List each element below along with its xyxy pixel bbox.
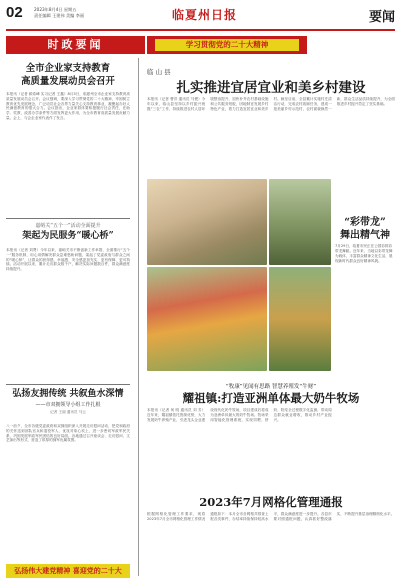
story-village-body: 本报讯（记者 曹洋 通讯员 马俊）今年以来，临山县坚持以乡村振兴统揽“三农”工作，持续推进农村人居环境整治提升，加快补齐农村基础设施和公共服务短板，因地制宜发展乡村特色产业，着力打造宜居宜业和美乡村。截至目前，全县累计实施村庄清洁行动，完成农村改厕任务，建成一批美丽乡村示范村，农村面貌焕然一新，群众生活品质持续提升，为全面推进乡村振兴奠定了坚实基础。 <box>147 97 395 111</box>
story-service-kicker: 嘉峪关“五个一”活动全面提升 <box>35 223 101 229</box>
section-label: 要闻 <box>368 10 395 25</box>
story-dairy-headline: 耀祖镇:打造亚洲单体最大奶牛牧场 <box>182 391 360 405</box>
story-education-header <box>6 62 130 88</box>
story-grid-headline: 2023年7月网格化管理通报 <box>199 495 343 509</box>
photo-feature-title <box>335 216 395 242</box>
masthead-date: 2023年8月4日 星期五 <box>34 7 77 12</box>
story-dairy-kicker: “牧康”见闻有思路 智慧养殖发“牛财” <box>225 384 317 390</box>
photo-dragon-dance-2 <box>269 179 331 265</box>
story-military-headline: 弘扬友拥传统 共叙鱼水深情 <box>12 389 124 399</box>
photo-dragon-dance-3 <box>147 267 267 371</box>
story-education-body: 本报讯（记者 顾希峰 实习记者 王鑫）8月3日，临夏州全市企业家支持教育高质量发展动员会召开。会议强调，要深入学习贯彻党的二十大精神，牢固树立教育优先发展理念，广泛动员社会各界力量关心支持教育事业，凝聚起办好人民满意教育的强大合力。会议指出，企业家群体要积极履行社会责任，在助学、奖教、改善办学条件等方面发挥更大作用，为全市教育高质量发展贡献力量。会上，与会企业家代表作了发言。 <box>6 92 130 120</box>
slogan-banner: 弘扬伟大建党精神 喜迎党的二十大 <box>6 564 130 578</box>
masthead-editors: 责任编辑 王建伟 美编 李丽 <box>34 12 85 18</box>
story-service-headline: 架起为民服务“暖心桥” <box>22 231 114 241</box>
masthead <box>6 3 395 31</box>
story-military-byline: 记者 王丽 通讯员 马云 <box>50 410 86 414</box>
story-village-kicker: 临 山 县 <box>147 68 171 76</box>
photo-feature-title-2: 舞出精气神 <box>340 230 390 241</box>
photo-feature-title-1: “彩带龙” <box>344 217 386 228</box>
story-village-headline: 扎实推进宜居宜业和美乡村建设 <box>176 80 366 96</box>
story-military-body: 八一前夕，全市各级党委政府和双拥组织深入开展走访慰问活动，把党和政府的关怀送到部队官兵和退役军人、优抚对象心坎上，进一步密切军政军民关系，巩固发展军政军民团结的良好局面。各地通过召开座谈会、走访慰问、文艺演出等形式，营造了浓厚的拥军优属氛围。 <box>6 424 130 443</box>
column-divider <box>138 58 139 576</box>
masthead-meta <box>34 7 84 18</box>
story-education-headline-1: 全市企业家支持教育 <box>25 63 111 74</box>
photo-dragon-dance-4 <box>269 267 331 371</box>
photo-dragon-dance-1 <box>147 179 267 265</box>
newspaper-logo: 临夏州日报 <box>172 8 238 22</box>
story-education-headline-2: 高质量发展动员会召开 <box>21 76 115 87</box>
story-military-subheadline: ——市双拥领导小组工作扎根 <box>35 402 101 408</box>
section-banner: 时政要闻 <box>6 36 145 54</box>
story-dairy-body: 本报讯（记者 何 明 通讯员 刘 芳）近年来，耀祖镇依托资源优势，大力发展奶牛养殖产业，引进龙头企业建设现代化奶牛牧场，项目建成后将成为亚洲单体最大的奶牛牧场。牧场采用智能化管理系统，实现饲喂、挤奶、防疫全过程数字化监测，带动周边群众就业增收，推动乡村产业振兴。 <box>147 408 332 422</box>
story-grid-body: 根据网格化管理工作要求，现将2023年7月全市网格化管理工作情况通报如下：本月全市各网格共排查上报各类事件，办结率持续保持较高水平，群众满意度进一步提升。各县市要对照通报问题，认真抓好整改落实，不断提升基层治理精细化水平。 <box>147 512 395 521</box>
story-service-body: 本报讯（记者 刘贤）今年以来，嘉峪关市不断创新工作举措，全面推行“五个一”服务机制，用心用情解决群众急难愁盼问题，架起了党委政府与群众之间的“暖心桥”，让群众的获得感、幸福感、安全感更加充实、更有保障、更可持续。活动开展以来，累计走访群众数千户，解决实际问题数百件，群众满意度持续提升。 <box>6 248 130 272</box>
theme-banner-text: 学习贯彻党的二十大精神 <box>155 39 299 51</box>
divider <box>6 218 130 219</box>
theme-banner <box>147 36 307 54</box>
story-service-header <box>6 222 130 243</box>
story-military-header <box>6 388 130 415</box>
photo-feature-caption: 7月29日，临夏市民正在公园彩排彩带龙舞蹈。近年来，当地以彩带龙舞为载体，丰富群众精神文化生活，展现新时代群众良好精神风貌。 <box>335 244 393 263</box>
divider <box>6 384 130 385</box>
page-number: 02 <box>6 4 23 21</box>
